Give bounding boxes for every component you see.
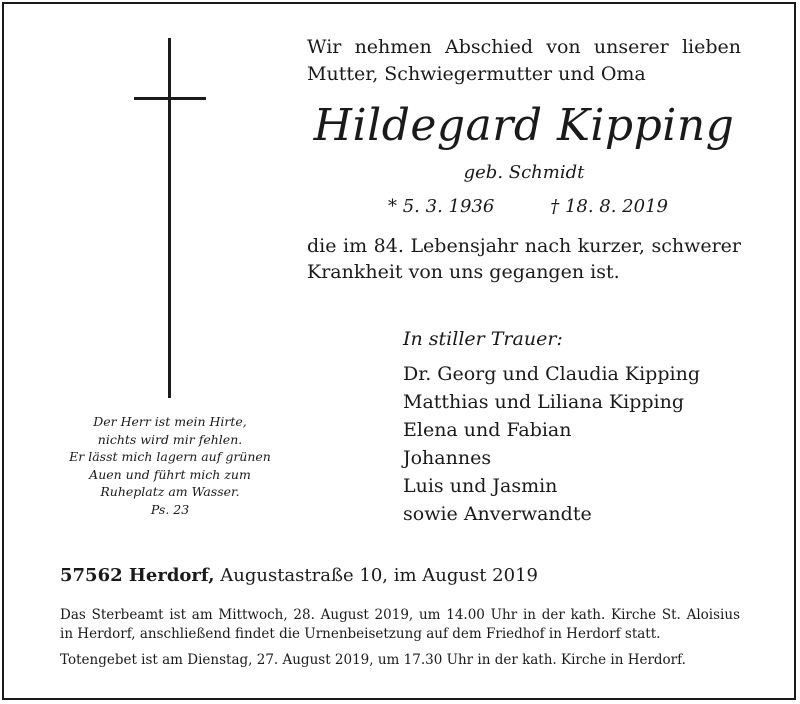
psalm-reference: Ps. 23 xyxy=(150,501,190,517)
mourner-entry: Luis und Jasmin xyxy=(403,475,558,497)
mourner-entry: Matthias und Liliana Kipping xyxy=(403,391,685,413)
cross-bar xyxy=(134,97,206,100)
mourner-entry: Johannes xyxy=(403,447,492,469)
intro-text xyxy=(307,34,741,88)
maiden-name: geb. Schmidt xyxy=(463,162,585,183)
intro-line-2: Mutter, Schwiegermutter und Oma xyxy=(307,63,646,85)
intro-line-1: Wir nehmen Abschied von unserer lieben xyxy=(307,36,741,58)
age-line-2: Krankheit von uns gegangen ist. xyxy=(307,261,620,283)
prayer-notice: Totengebet ist am Dienstag, 27. August 2019, um 17.30 Uhr in der kath. Kirche in Herdorf. xyxy=(60,652,686,668)
mourners-list xyxy=(403,360,700,528)
life-dates xyxy=(388,194,668,220)
age-line-1: die im 84. Lebensjahr nach kurzer, schwerer xyxy=(307,235,741,257)
funeral-notice xyxy=(60,606,740,644)
address-rest: Augustastraße 10, im August 2019 xyxy=(214,565,538,586)
psalm-line: Ruheplatz am Wasser. xyxy=(100,484,240,499)
psalm-line: Auen und führt mich zum xyxy=(89,466,251,482)
psalm-line: nichts wird mir fehlen. xyxy=(97,431,243,447)
mourner-entry: Dr. Georg und Claudia Kipping xyxy=(403,363,700,385)
funeral-line-1: Das Sterbeamt ist am Mittwoch, 28. August 2019, um 14.00 Uhr in der kath. Kirche St. Aloisius xyxy=(60,607,740,623)
birth-date: * 5. 3. 1936 xyxy=(388,196,495,217)
age-text xyxy=(307,233,741,285)
psalm-line: Der Herr ist mein Hirte, xyxy=(93,414,247,429)
funeral-line-2: in Herdorf, anschließend findet die Urnenbeisetzung auf dem Friedhof in Herdorf statt. xyxy=(60,626,661,642)
death-date: † 18. 8. 2019 xyxy=(550,196,668,217)
mourning-label: In stiller Trauer: xyxy=(403,328,563,350)
cross-icon xyxy=(168,38,171,398)
deceased-name: Hildegard Kipping xyxy=(313,100,735,151)
mourner-entry: sowie Anverwandte xyxy=(403,503,592,525)
psalm-quote xyxy=(40,413,300,518)
address-city: 57562 Herdorf, xyxy=(60,565,215,586)
psalm-line: Er lässt mich lagern auf grünen xyxy=(69,449,271,464)
address-line xyxy=(60,563,538,589)
mourner-entry: Elena und Fabian xyxy=(403,419,572,441)
